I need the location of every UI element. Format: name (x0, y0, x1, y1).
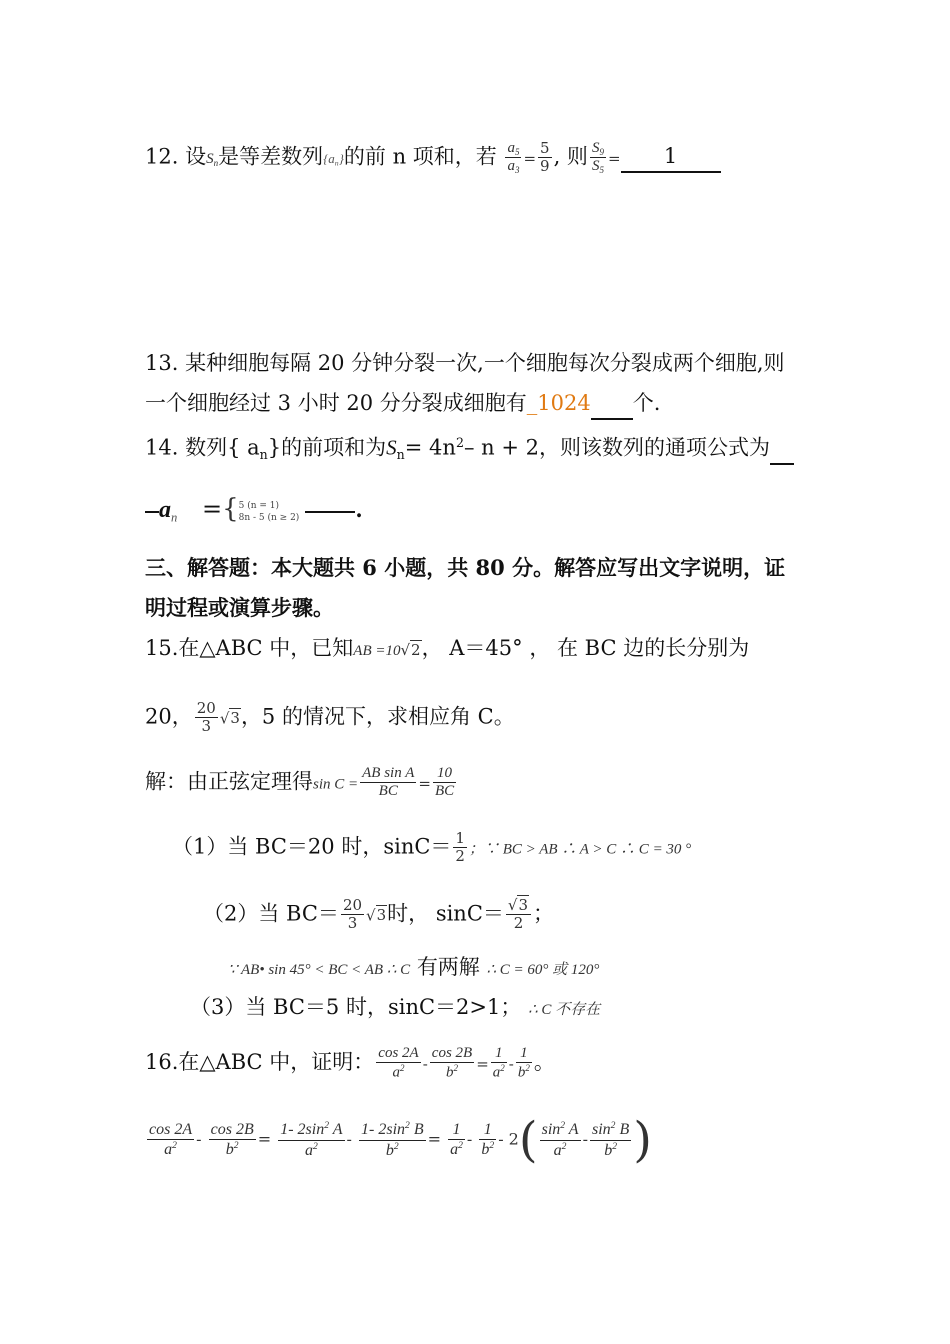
q16-p-b4-sq: 2 (489, 1140, 495, 1152)
q15-c2-post: ； (533, 901, 555, 926)
q16-p-sina-sq: 2 (324, 1120, 330, 1132)
q16-end: 。 (533, 1049, 555, 1074)
q14-line (145, 428, 794, 470)
q13-line2-pre: 一个细胞经过 3 小时 20 分分裂成细胞有 (145, 391, 527, 415)
q15-case1 (172, 830, 691, 866)
q14-brace: { (222, 494, 239, 524)
q12-an-sub: n (334, 159, 339, 169)
q15-sol-pre: 解：由正弦定理得 (145, 769, 313, 794)
q15-solution (145, 765, 458, 801)
q16-p-eq2: = (427, 1129, 441, 1149)
q14-s: S (386, 435, 397, 460)
q15-c2-pre: （2）当 BC＝ (203, 901, 339, 926)
q12-s5-sub: 5 (599, 165, 604, 176)
q16-p-minus1: - (196, 1129, 202, 1149)
q16-p-a3: a (304, 1141, 313, 1159)
q16-proof (145, 1112, 652, 1168)
q16-one-b: 1 (516, 1045, 532, 1063)
q15-c1-num: 1 (455, 829, 465, 847)
q16-p-sin-b-sq: 2 (610, 1120, 616, 1132)
q12-an-a: {a (323, 151, 335, 167)
q16-b: b (445, 1064, 454, 1081)
q16-p-a5-sq: 2 (561, 1140, 567, 1152)
q15-line1: 15.在△ABC 中，已知AB =10√2， A＝45° ， 在 BC 边的长分别为 (145, 636, 750, 660)
q16-p-a4-sq: 2 (458, 1140, 463, 1152)
q15-c3-post: ∴ C 不存在 (528, 1002, 601, 1018)
q12-frac-5-9 (538, 140, 552, 176)
q16-a-sq: 2 (399, 1063, 405, 1074)
q12-a5: a (507, 140, 515, 156)
section3-line1-rest: 本大题共 6 小题，共 80 分。解答应写出文字说明，证 (271, 555, 786, 580)
q15-frac-num: 20 (196, 699, 216, 717)
q16-p-sin-a: sin (541, 1121, 561, 1139)
q15-ab-root: 2 (411, 641, 421, 659)
q15-case2: （2）当 BC＝ $\frac{20}{3}$ √3时， sinC＝ $\frac{√3}{2}$ ； (203, 896, 555, 933)
q14-case1: 5 (n = 1) (238, 500, 280, 511)
q15-case2b (228, 952, 599, 985)
q15-sinc: sin C = (313, 776, 359, 793)
q16-p-1msina: 1- 2sin (280, 1121, 325, 1139)
q14-pre: 14. 数列{ a (145, 435, 260, 460)
q16-p-cos2a-num: cos 2A (147, 1121, 194, 1140)
q16-p-sinb-b (590, 1120, 631, 1159)
q15-f2-num: 10 (433, 765, 456, 783)
q12-line (145, 140, 721, 179)
q15-c1-pre: （1）当 BC＝20 时，sinC＝ (172, 834, 452, 859)
q16-p-a4: a (450, 1140, 459, 1158)
q15-c1-post: ；∵ BC > AB ∴ A > C ∴ C = 30 ° (468, 841, 692, 858)
q14-s-sub: n (396, 446, 405, 462)
q13-answer: _1024 (526, 391, 591, 415)
q16-b2: b (517, 1064, 526, 1081)
q16-p-1m2sinA (278, 1120, 344, 1159)
q16-p-1msinb: 1- 2sin (361, 1121, 406, 1139)
q15-c2-mid: 时， sinC＝ (387, 901, 504, 926)
q15-c2-fnum: 3 (518, 896, 529, 914)
q16-eq: = (476, 1054, 489, 1073)
q16-b2-sq: 2 (525, 1063, 530, 1074)
q16-p-sin-a-sq: 2 (560, 1120, 566, 1132)
q12-a5-sub: 5 (514, 147, 520, 158)
q12-a3: a (507, 158, 515, 175)
q16-p-sin-b: sin (591, 1121, 611, 1139)
q16-p-b3-sq: 2 (393, 1140, 399, 1152)
q16-p-1m2sinB (359, 1120, 426, 1159)
q15-c2-frac-root3: $\frac{√3}{2}$ (506, 897, 531, 933)
q16-a2-sq: 2 (500, 1063, 505, 1074)
q15-l2-post: ，5 的情况下，求相应角 C。 (240, 704, 515, 729)
q16-p-B2: B (619, 1121, 630, 1139)
q16-p-minus2: - (346, 1129, 352, 1149)
q14-ans-eq: = (201, 495, 223, 523)
q15-c2b-mid: 有两解 (416, 955, 480, 979)
q15-mid: ， A＝45° ， 在 BC 边的长分别为 (421, 636, 750, 660)
q13-blank (591, 388, 633, 420)
q16-p-minus3: - (466, 1129, 473, 1149)
q15-f1-num: AB sin A (360, 765, 416, 783)
q15-line2: 20， $\frac{20}{3}$ √3，5 的情况下，求相应角 C。 (145, 699, 515, 736)
q15-frac-ab-bc (360, 765, 416, 801)
q14-formula2: – n + 2，则该数列的通项公式为 (463, 435, 770, 460)
q16-p-1a (448, 1121, 465, 1160)
q15-c3: （3）当 BC＝5 时，sinC＝2>1； (190, 995, 522, 1019)
q16-a2: a (492, 1064, 501, 1081)
q12-answer: 1 (621, 141, 721, 173)
q16-pre: 16.在△ABC 中，证明： (145, 1049, 375, 1074)
q16-p-rparen: ) (633, 1112, 652, 1168)
q16-p-a-sq: 2 (172, 1140, 177, 1152)
q14-cases (239, 500, 300, 524)
q12-frac-s9-s5 (590, 140, 606, 176)
q16-p-lparen: ( (518, 1112, 538, 1168)
q16-p-cos2a (147, 1121, 194, 1160)
q15-frac-20-3 (195, 700, 218, 736)
q14-ans-a: a (159, 497, 171, 523)
q12-s5: S (591, 158, 600, 175)
q15-frac-10-bc (433, 765, 456, 801)
q15-f2-den: BC (434, 783, 455, 800)
q16-p-b4: b (481, 1140, 490, 1158)
q15-l2-pre: 20， (145, 704, 193, 729)
q12-den9: 9 (540, 157, 550, 176)
q12-mid2: 的前 n 项和，若 (343, 144, 497, 169)
q14-mid: }的前项和为 (267, 435, 387, 460)
q16-p-two: - 2 (498, 1129, 519, 1149)
q12-sn-s: S (206, 151, 214, 168)
q14-sq: 2 (455, 435, 464, 450)
q16-cos2a: cos 2A (376, 1045, 420, 1063)
q12-eq2: = (607, 149, 621, 168)
q15-c2-fden: 2 (513, 914, 524, 933)
q16-p-b5: b (604, 1141, 613, 1159)
q15-c2b-post: ∴ C = 60° 或 120° (486, 962, 600, 978)
q16-p-a5: a (553, 1141, 562, 1159)
q16-frac-cos2b (430, 1045, 474, 1082)
q15-c1-frac (453, 830, 467, 866)
q16-p-b5-sq: 2 (612, 1140, 617, 1152)
q12-s9: S (591, 140, 600, 156)
q12-then: , 则 (553, 144, 588, 169)
q16-line1 (145, 1045, 555, 1082)
q12-eq: = (523, 149, 537, 168)
q16-p-cos2b-num: cos 2B (209, 1121, 256, 1140)
q14-n-sub: n (259, 446, 268, 462)
q12-num5: 5 (540, 139, 550, 158)
q15-c2-root: 3 (376, 906, 387, 925)
q16-p-b: b (225, 1140, 234, 1158)
q16-p-A2: A (568, 1121, 579, 1139)
section3-line1 (145, 553, 785, 583)
q12-mid1: 是等差数列 (218, 144, 324, 169)
q15-c2-num: 20 (342, 896, 363, 914)
q15-ab: AB =10 (353, 643, 401, 659)
q13-line1: 13. 某种细胞每隔 20 分钟分裂一次,一个细胞每次分裂成两个细胞,则 (145, 351, 785, 375)
q16-p-cos2b (209, 1121, 256, 1160)
q12-a3-sub: 3 (514, 165, 520, 176)
q16-minus2: - (508, 1054, 514, 1073)
q15-eq: = (418, 774, 431, 793)
section3-title: 三、解答题： (145, 555, 271, 580)
q16-minus: - (422, 1054, 428, 1073)
q14-dot: . (355, 497, 363, 522)
q15-c2b-pre: ∵ AB• sin 45° < BC < AB ∴ C (228, 962, 411, 978)
q16-p-a: a (164, 1140, 173, 1158)
q15-frac-den: 3 (201, 717, 212, 736)
q16-cos2b: cos 2B (430, 1045, 474, 1063)
q12-sn-sub: n (213, 158, 219, 169)
q14-answer-line (145, 494, 363, 532)
q12-an-close: } (338, 151, 344, 167)
q16-p-A: A (332, 1121, 343, 1139)
q14-ans-blank (305, 511, 355, 513)
q12-sn (206, 151, 218, 167)
q16-p-a3-sq: 2 (312, 1140, 318, 1152)
q12-prefix: 12. 设 (145, 144, 207, 169)
q12-s9-sub: 9 (599, 147, 604, 158)
section3-line2: 明过程或演算步骤。 (145, 595, 334, 620)
q13-line2-post: 个. (632, 391, 661, 415)
q16-p-eq1: = (257, 1129, 272, 1149)
q15-case3 (190, 992, 600, 1025)
q15-c1-den: 2 (455, 847, 465, 866)
q13-line2 (145, 388, 660, 420)
q16-p-one-b: 1 (479, 1121, 496, 1140)
q16-frac-1b (516, 1045, 532, 1082)
q15-c2-frac (341, 897, 364, 933)
q16-one-a: 1 (491, 1045, 507, 1063)
q16-p-b3: b (385, 1141, 394, 1159)
q16-p-sina-a (540, 1120, 581, 1159)
q14-formula: = 4n (404, 435, 456, 460)
q12-frac-a5-a3 (505, 140, 521, 176)
q16-b-sq: 2 (453, 1063, 458, 1074)
q16-frac-1a (491, 1045, 507, 1082)
q16-frac-cos2a (376, 1045, 420, 1082)
q15-c2-den: 3 (347, 914, 358, 933)
q15-root3: 3 (230, 709, 240, 728)
q14-case2: 8n - 5 (n ≥ 2) (238, 512, 300, 523)
q16-a: a (392, 1064, 400, 1081)
q14-ans-n: n (171, 510, 178, 525)
q16-p-B: B (413, 1121, 424, 1139)
q15-f1-den: BC (378, 783, 398, 800)
q16-p-sinb-sq: 2 (405, 1120, 410, 1132)
q16-p-one-a: 1 (448, 1121, 465, 1140)
q14-dash (145, 511, 159, 513)
q12-an (323, 151, 344, 169)
q14-blank-start (770, 433, 794, 465)
q16-p-minus4: - (582, 1129, 588, 1149)
q16-p-b-sq: 2 (233, 1140, 239, 1152)
q16-p-1b (479, 1121, 496, 1160)
q15-pre: 15.在△ABC 中，已知 (145, 636, 354, 660)
